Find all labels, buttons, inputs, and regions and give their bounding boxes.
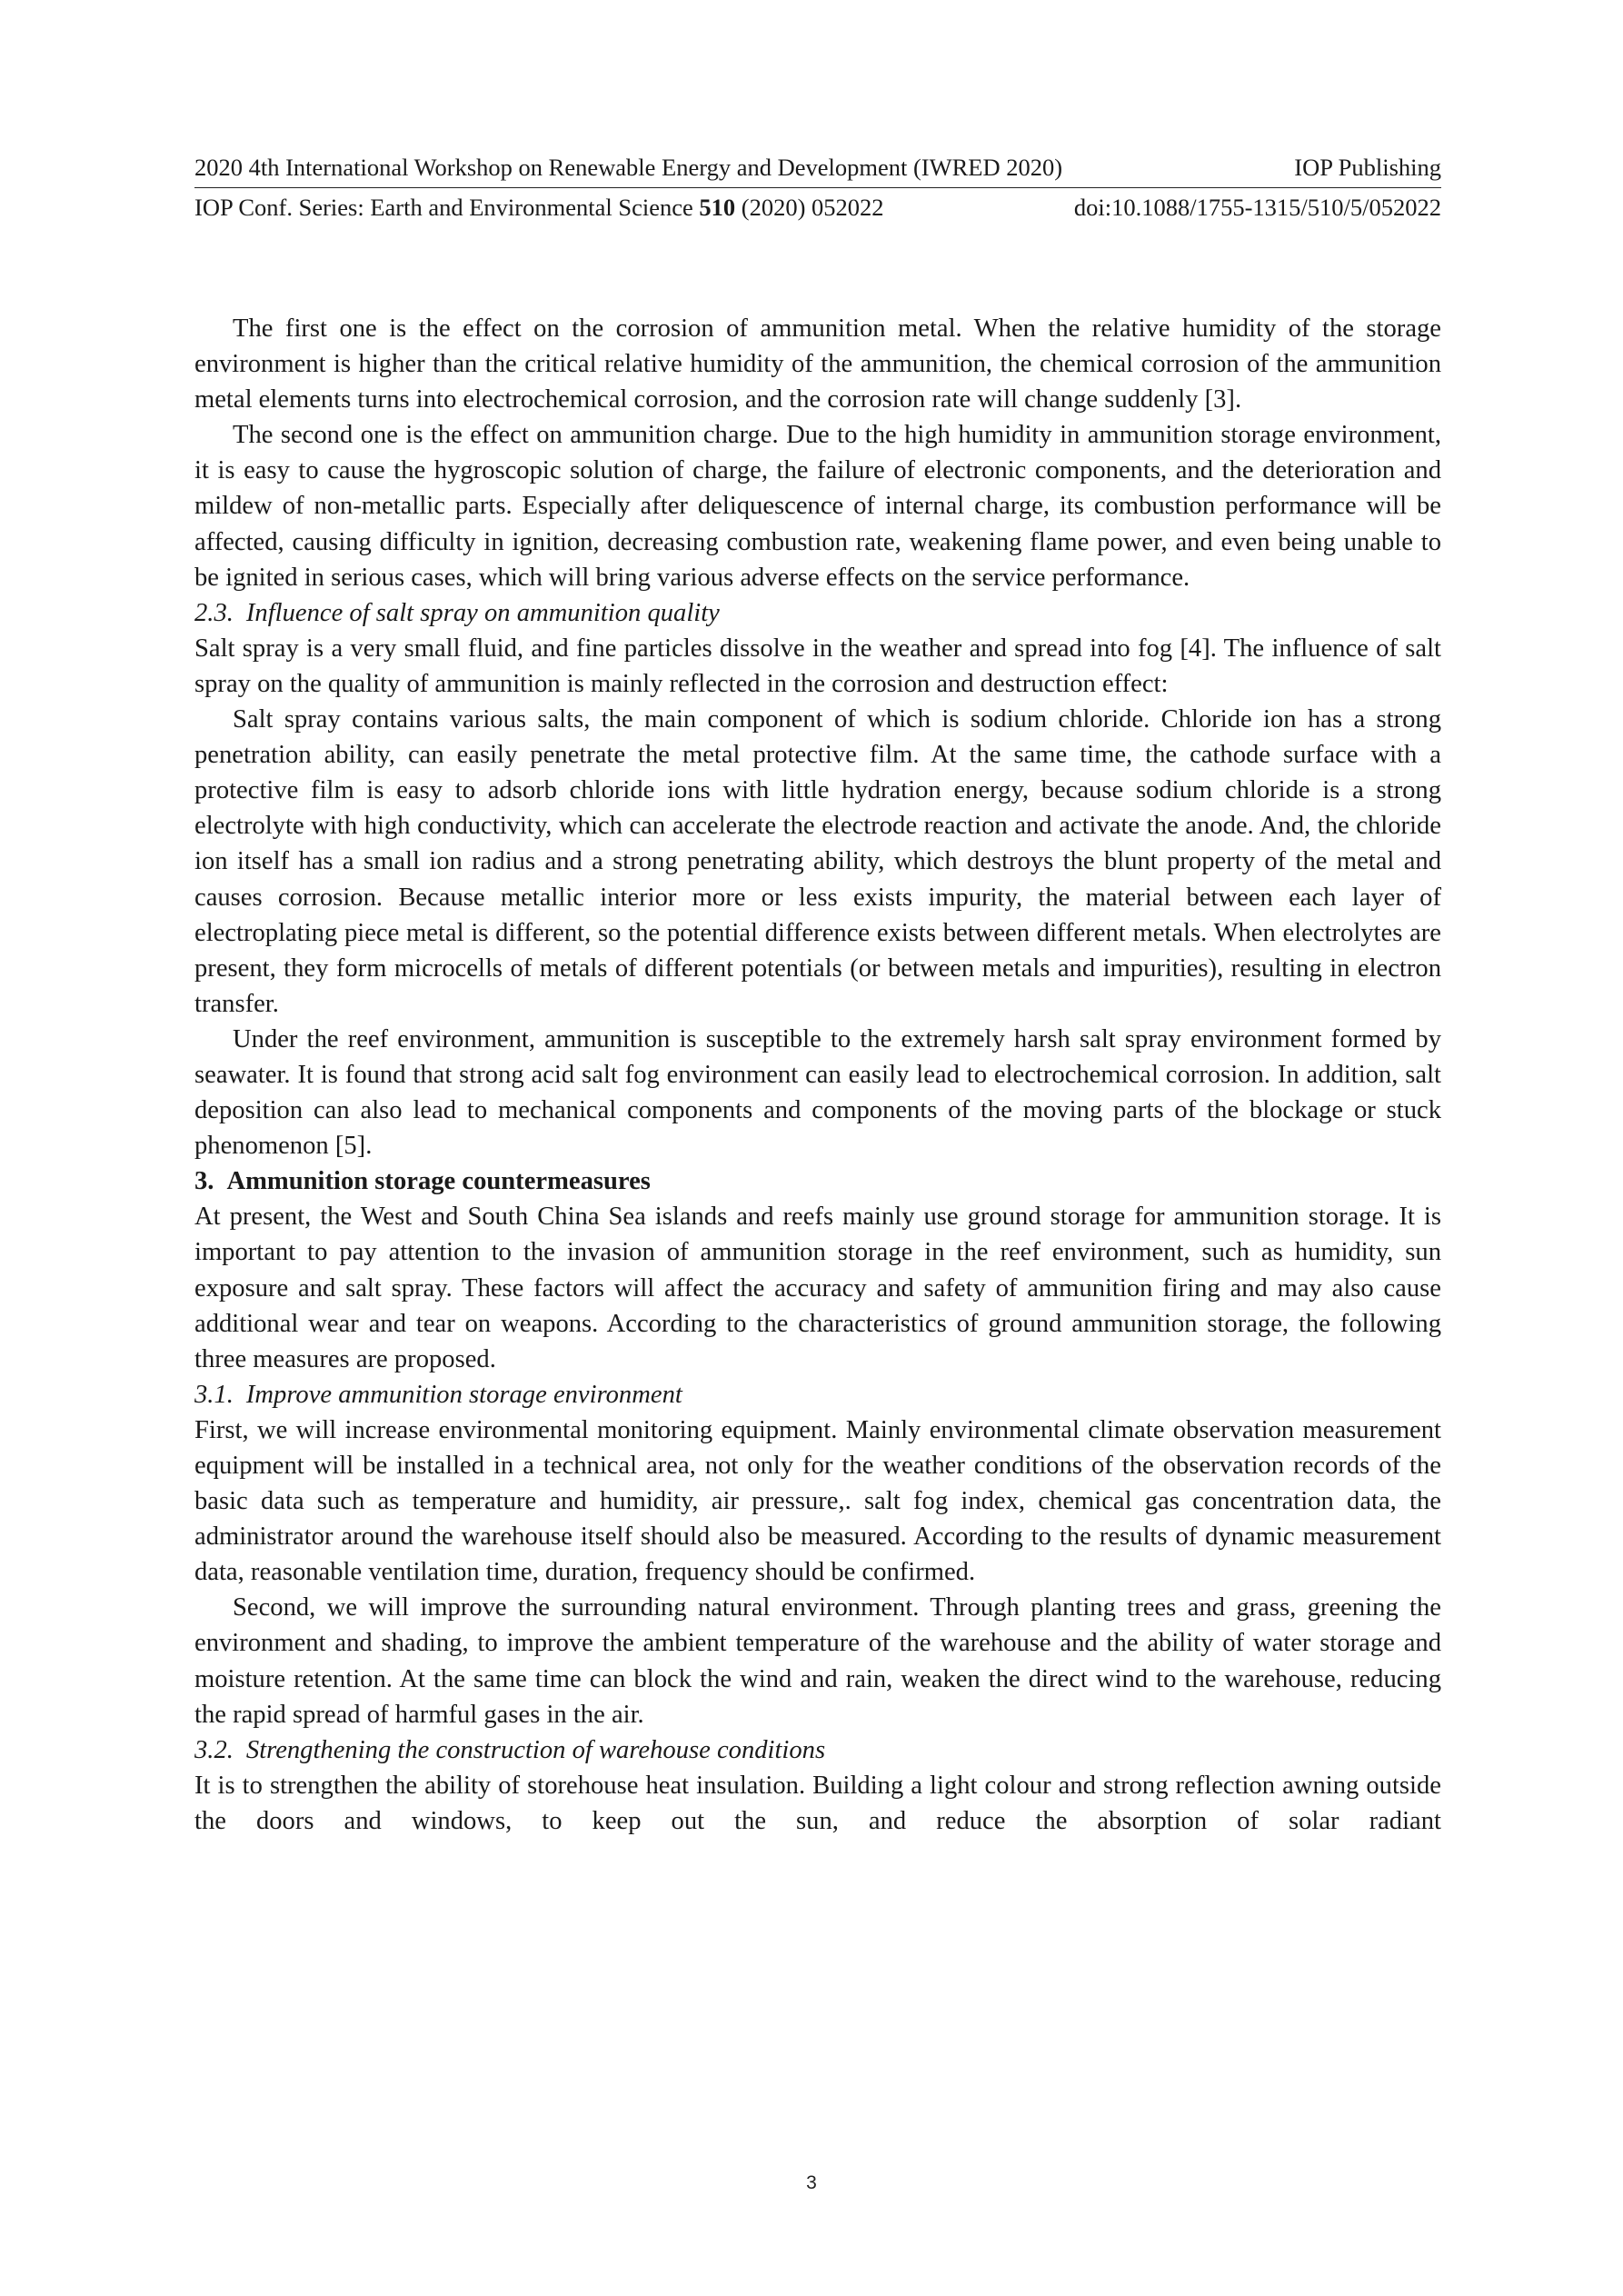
section-heading-3 <box>194 1163 1441 1199</box>
running-header-bottom <box>194 193 1441 222</box>
publisher-name: IOP Publishing <box>1294 154 1441 181</box>
paragraph-natural-environment: Second, we will improve the surrounding natural environment. Through planting trees and grass, greening the environment and shading, to improve the ambient temperature of the warehouse and the ability of water storage and moisture retention. At the same time can block the wind and rain, weaken the direct wind to the warehouse, reducing the rapid spread of harmful gases in the air. <box>194 1593 1441 1729</box>
paragraph-storage-intro: At present, the West and South China Sea islands and reefs mainly use ground storage for ammunition storage. It is important to pay attention to the invasion of ammunition storage in the reef environment, such as humidity, sun exposure and salt spray. These factors will affect the accuracy and safety of ammunition firing and may also cause additional wear and tear on weapons. According to the characteristics of ground ammunition storage, the following three measures are proposed. <box>194 1203 1441 1373</box>
section-title: Improve ammunition storage environment <box>245 1380 682 1409</box>
doi-text: doi:10.1088/1755-1315/510/5/052022 <box>1073 194 1441 221</box>
section-heading-3-2 <box>194 1732 1441 1768</box>
paragraph-salt-spray-intro: Salt spray is a very small fluid, and fine particles dissolve in the weather and spread into fog [4]. The influence of salt spray on the quality of ammunition is mainly reflected in the corrosion and destruction effect: <box>194 634 1441 698</box>
section-number: 3.1. <box>194 1380 234 1409</box>
paragraph-metal-corrosion: The first one is the effect on the corrosion of ammunition metal. When the relative humidity of the storage environment is higher than the critical relative humidity of the ammunition, the chemical corrosion of the ammunition metal elements turns into electrochemical corrosion, and the corrosion rate will change suddenly [3]. <box>194 314 1441 414</box>
volume-number: 510 <box>699 194 736 221</box>
section-title: Influence of salt spray on ammunition quality <box>245 598 720 627</box>
journal-citation <box>194 193 884 222</box>
series-prefix: IOP Conf. Series: Earth and Environmental Science <box>194 194 700 221</box>
main-content <box>194 311 1441 1839</box>
paragraph-reef-environment: Under the reef environment, ammunition is susceptible to the extremely harsh salt spray environment formed by seawater. It is found that strong acid salt fog environment can easily lead to electrochemical corrosion. In addition, salt deposition can also lead to mechanical components and components of the moving parts of the blockage or stuck phenomenon [5]. <box>194 1024 1441 1161</box>
paragraph-heat-insulation: It is to strengthen the ability of storehouse heat insulation. Building a light colour and strong reflection awning outside the doors and windows, to keep out the sun, and reduce the absorption of solar radiant <box>194 1771 1441 1835</box>
section-number: 3. <box>194 1167 214 1196</box>
page-number: 3 <box>806 2172 817 2193</box>
running-header-top <box>194 153 1441 188</box>
section-heading-2-3 <box>194 595 1441 631</box>
section-title: Ammunition storage countermeasures <box>226 1167 651 1196</box>
paragraph-ammunition-charge: The second one is the effect on ammunition charge. Due to the high humidity in ammunition storage environment, it is easy to cause the hygroscopic solution of charge, the failure of electronic components, and the deterioration and mildew of non-metallic parts. Especially after deliquescence of internal charge, its combustion performance will be affected, causing difficulty in ignition, decreasing combustion rate, weakening flame power, and even being unable to be ignited in serious cases, which will bring various adverse effects on the service performance. <box>194 421 1441 592</box>
series-suffix: (2020) 052022 <box>735 194 884 221</box>
paragraph-salt-components: Salt spray contains various salts, the main component of which is sodium chloride. Chloride ion has a strong penetration ability, can easily penetrate the metal protective film. At the same time, the cathode surface with a protective film is easy to adsorb chloride ions with little hydration energy, because sodium chloride is a strong electrolyte with high conductivity, which can accelerate the electrode reaction and activate the anode. And, the chloride ion itself has a small ion radius and a strong penetrating ability, which destroys the blunt property of the metal and causes corrosion. Because metallic interior more or less exists impurity, the material between each layer of electroplating piece metal is different, so the potential difference exists between different metals. When electrolytes are present, they form microcells of metals of different potentials (or between metals and impurities), resulting in electron transfer. <box>194 705 1441 1018</box>
conference-name: 2020 4th International Workshop on Renewable Energy and Development (IWRED 2020) <box>194 154 1063 181</box>
paragraph-monitoring-equipment: First, we will increase environmental monitoring equipment. Mainly environmental climate observation measurement equipment will be installed in a technical area, not only for the weather conditions of the observation records of the basic data such as temperature and humidity, air pressure,. salt fog index, chemical gas concentration data, the administrator around the warehouse itself should also be measured. According to the results of dynamic measurement data, reasonable ventilation time, duration, frequency should be confirmed. <box>194 1415 1441 1587</box>
section-title: Strengthening the construction of warehouse conditions <box>245 1735 826 1764</box>
section-heading-3-1 <box>194 1377 1441 1413</box>
section-number: 3.2. <box>194 1735 234 1764</box>
section-number: 2.3. <box>194 598 234 627</box>
